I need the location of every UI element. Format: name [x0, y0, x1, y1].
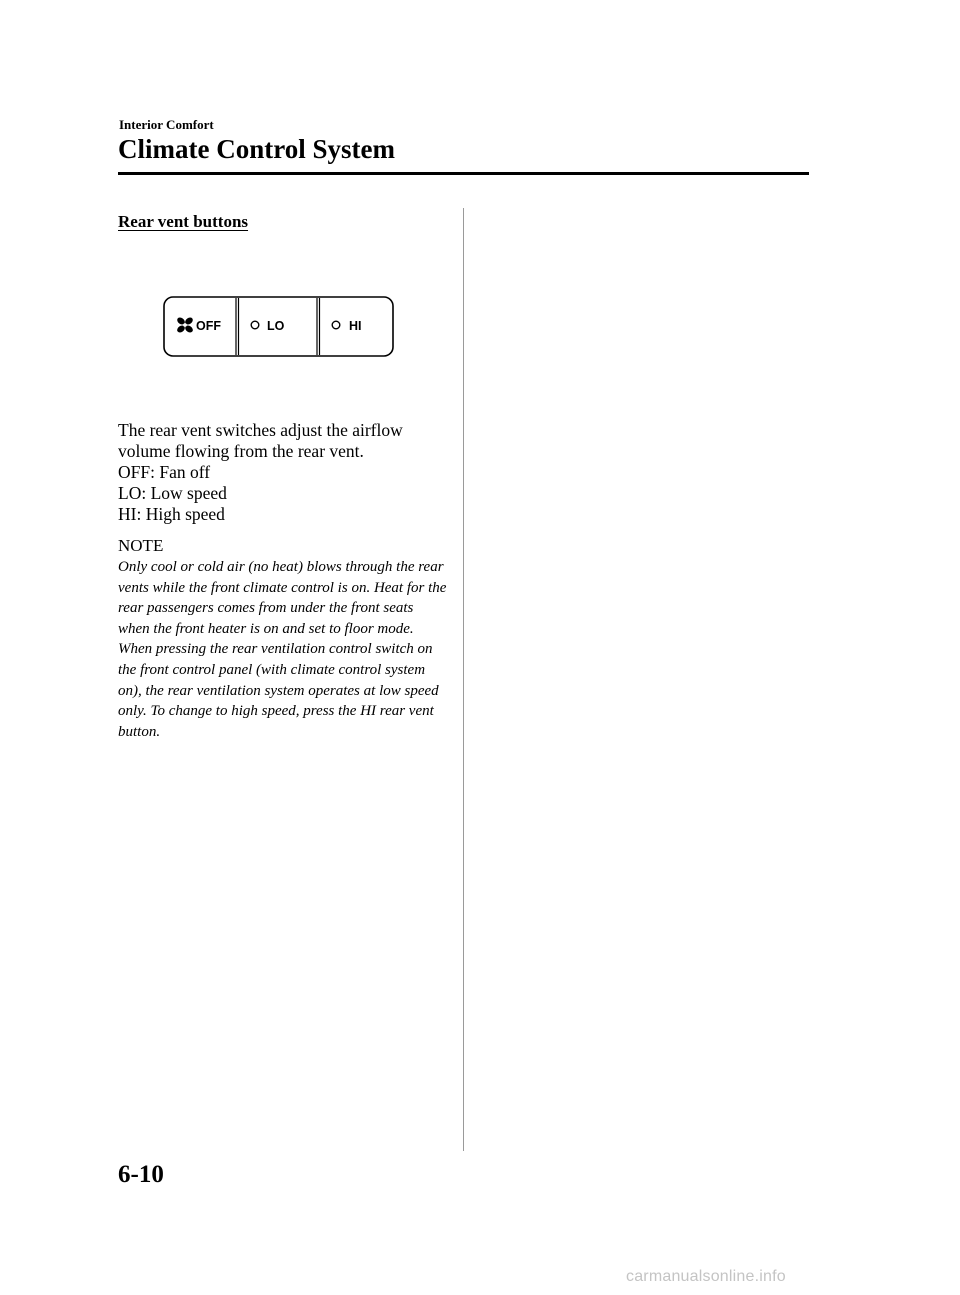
paragraph-hi: HI: High speed: [118, 504, 225, 524]
paragraph-off: OFF: Fan off: [118, 462, 211, 482]
rear-vent-panel: [163, 296, 395, 360]
subheading: Rear vent buttons: [118, 212, 249, 231]
indicator-lamp-icon: [332, 321, 340, 329]
off-label: OFF: [196, 319, 221, 333]
note-paragraph-ventilation: When pressing the rear ventilation control switch on the front control panel (with climate control system on), the rear ventilation system operates at low speed only. To change to high speed, press the HI rear vent button.: [118, 641, 439, 740]
page-title: Climate Control System: [118, 134, 395, 164]
watermark: carmanualsonline.info: [626, 1268, 786, 1285]
left-column: [118, 210, 448, 740]
lo-label: LO: [267, 319, 285, 333]
body-text: [118, 420, 448, 525]
column-divider: [463, 208, 464, 1151]
note-heading: NOTE: [118, 536, 164, 555]
title-rule: [118, 172, 809, 175]
section-label: Interior Comfort: [119, 117, 214, 132]
hi-label: HI: [349, 319, 362, 333]
page-number: 6-10: [118, 1161, 164, 1188]
note-body: [118, 557, 448, 742]
paragraph-lo: LO: Low speed: [118, 483, 227, 503]
rear-vent-panel-illustration: [163, 296, 395, 365]
note-paragraph-heat: Only cool or cold air (no heat) blows through the rear vents while the front climate control is on. Heat for the rear passengers comes from under the front seats when the front heater is on and set to floor mode.: [118, 559, 447, 637]
indicator-lamp-icon: [251, 321, 259, 329]
paragraph-airflow: The rear vent switches adjust the airflow volume flowing from the rear vent.: [118, 420, 403, 461]
